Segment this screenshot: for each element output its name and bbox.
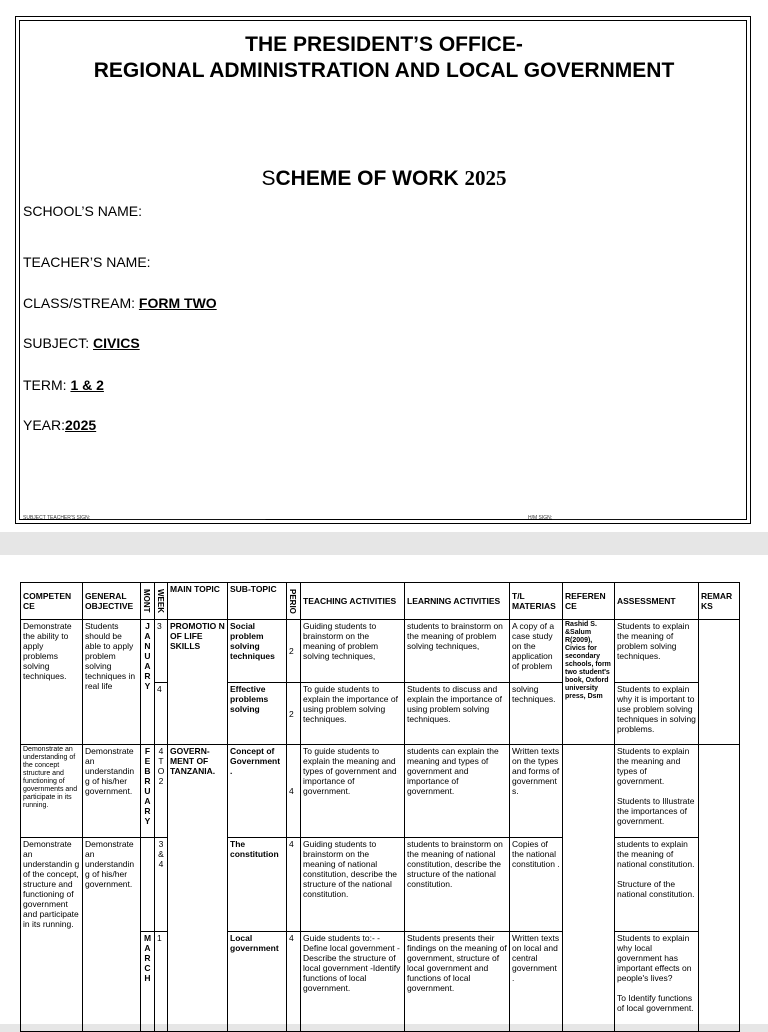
period-cell: 2	[287, 683, 301, 745]
assessment-cell: Students to explain the meaning of problem solving techniques.	[615, 620, 699, 683]
competence-cell: Demonstrate an understanding of the concept structure and functioning of governments and participate in its running.	[21, 745, 83, 838]
tl-cell: A copy of a case study on the application of problem	[510, 620, 563, 683]
month-cell: J A N U A R Y	[141, 620, 155, 745]
assessment-cell: Students to explain the meaning and types of government. Students to Illustrate the importances of government.	[615, 745, 699, 838]
office-title: THE PRESIDENT’S OFFICE-	[245, 33, 523, 56]
page-border-inner	[19, 20, 747, 520]
teacher-name-field: TEACHER’S NAME:	[23, 254, 151, 270]
week-cell: 4	[155, 683, 168, 745]
main-topic-cell: PROMOTIO N OF LIFE SKILLS	[168, 620, 228, 745]
reference-cell	[563, 745, 615, 1032]
week-cell: 3	[155, 620, 168, 683]
class-stream-field: CLASS/STREAM: FORM TWO	[23, 295, 217, 311]
subject-field: SUBJECT: CIVICS	[23, 335, 140, 351]
teaching-cell: To guide students to explain the importance of using problem solving techniques.	[301, 683, 405, 745]
tl-cell: solving techniques.	[510, 683, 563, 745]
header-period: PERIO	[288, 588, 297, 614]
remarks-cell	[699, 745, 740, 1032]
header-month: MONT	[142, 589, 151, 613]
sub-topic-cell: Social problem solving techniques	[228, 620, 287, 683]
scheme-table-page	[0, 555, 768, 1024]
scheme-of-work-table	[20, 582, 740, 1032]
learning-cell: Students to discuss and explain the importance of using problem solving techniques.	[405, 683, 510, 745]
teaching-cell: Guiding students to brainstorm on the meaning of problem solving techniques,	[301, 620, 405, 683]
month-cell	[141, 838, 155, 932]
sub-topic-cell: Effective problems solving	[228, 683, 287, 745]
period-cell: 4	[287, 932, 301, 1032]
table-header-row	[21, 583, 740, 620]
scheme-title: SCHEME OF WORK 2025	[261, 166, 507, 190]
remarks-cell	[699, 620, 740, 745]
header-teaching: TEACHING ACTIVITIES	[301, 583, 405, 620]
table-row	[21, 745, 740, 838]
year-field: YEAR:2025	[23, 417, 97, 433]
week-cell: 4 T O 2	[155, 745, 168, 838]
learning-cell: students can explain the meaning and types of government and importance of government.	[405, 745, 510, 838]
table-row	[21, 838, 740, 932]
sub-topic-cell: Local government	[228, 932, 287, 1032]
learning-cell: Students presents their findings on the meaning of government, structure of local government and functions of local government.	[405, 932, 510, 1032]
learning-cell: students to brainstorm on the meaning of national constitution, describe the structure of the national constitution.	[405, 838, 510, 932]
assessment-cell: students to explain the meaning of national constitution. Structure of the national constitution.	[615, 838, 699, 932]
header-learning: LEARNING ACTIVITIES	[405, 583, 510, 620]
school-name-field: SCHOOL’S NAME:	[23, 203, 143, 219]
header-week: WEEK	[156, 589, 165, 613]
competence-cell: Demonstrate an understandin g of the concept, structure and functioning of government and participate in its running.	[21, 838, 83, 1032]
tl-cell: Written texts on the types and forms of government s.	[510, 745, 563, 838]
assessment-cell: Students to explain why local government has important effects on people's lives? To Identify functions of local government.	[615, 932, 699, 1032]
objective-cell: Demonstrate an understandin g of his/her government.	[83, 745, 141, 838]
header-reference: REFEREN CE	[563, 583, 615, 620]
period-cell: 4	[287, 745, 301, 838]
sub-topic-cell: Concept of Government .	[228, 745, 287, 838]
header-sub-topic: SUB-TOPIC	[228, 583, 287, 620]
header-competence: COMPETEN CE	[21, 583, 83, 620]
header-main-topic: MAIN TOPIC	[168, 583, 228, 620]
term-field: TERM: 1 & 2	[23, 377, 104, 393]
header-remarks: REMAR KS	[699, 583, 740, 620]
tl-cell: Written texts on local and central government .	[510, 932, 563, 1032]
teaching-cell: Guide students to:- -Define local government -Describe the structure of local government -Identify functions of local government.	[301, 932, 405, 1032]
learning-cell: students to brainstorm on the meaning of problem solving techniques,	[405, 620, 510, 683]
teaching-cell: Guiding students to brainstorm on the meaning of national constitution, describe the structure of the national constitution.	[301, 838, 405, 932]
week-cell: 3 & 4	[155, 838, 168, 932]
teacher-signature-line: SUBJECT TEACHER'S SIGN:_______________________________________________________________	[23, 515, 266, 521]
period-cell: 2	[287, 620, 301, 683]
hm-signature-line: H/M SIGN:______________________________________________	[528, 515, 681, 521]
assessment-cell: Students to explain why it is important to use problem solving techniques in solving problems.	[615, 683, 699, 745]
table-row	[21, 620, 740, 683]
objective-cell: Demonstrate an understandin g of his/her government.	[83, 838, 141, 1032]
header-assessment: ASSESSMENT	[615, 583, 699, 620]
main-topic-cell: GOVERN- MENT OF TANZANIA.	[168, 745, 228, 1032]
competence-cell: Demonstrate the ability to apply problems solving techniques.	[21, 620, 83, 745]
week-cell: 1	[155, 932, 168, 1032]
sub-topic-cell: The constitution	[228, 838, 287, 932]
month-cell: M A R C H	[141, 932, 155, 1032]
month-cell: F E B R U A R Y	[141, 745, 155, 838]
reference-cell: Rashid S. &Salum R(2009), Civics for secondary schools, form two student's book, Oxford university press, Dsm	[563, 620, 615, 745]
objective-cell: Students should be able to apply problem solving techniques in real life	[83, 620, 141, 745]
header-tl-materials: T/L MATERIAS	[510, 583, 563, 620]
tl-cell: Copies of the national constitution .	[510, 838, 563, 932]
office-subtitle: REGIONAL ADMINISTRATION AND LOCAL GOVERNMENT	[93, 59, 675, 82]
teaching-cell: To guide students to explain the meaning and types of government and importance of government.	[301, 745, 405, 838]
period-cell: 4	[287, 838, 301, 932]
header-objective: GENERAL OBJECTIVE	[83, 583, 141, 620]
